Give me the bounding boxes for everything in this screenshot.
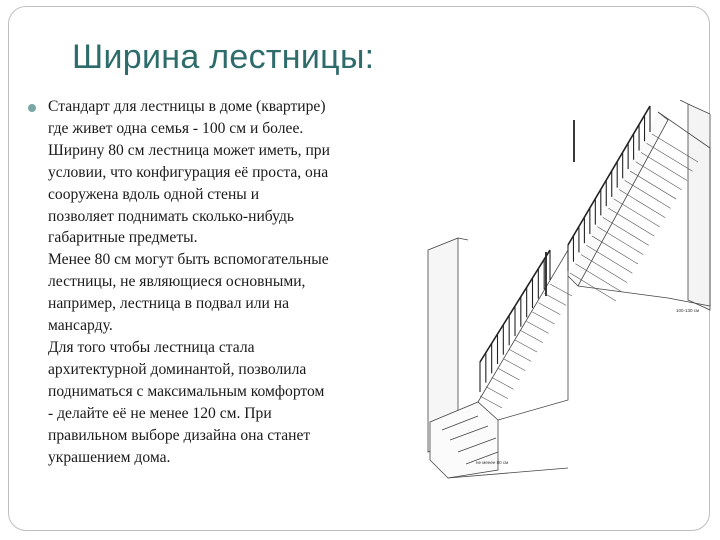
tread-line — [480, 396, 502, 408]
body-line: позволяет поднимать сколько-нибудь — [48, 207, 295, 225]
body-line: - делайте её не менее 120 см. При — [48, 404, 272, 422]
tread-line — [641, 153, 687, 181]
width-label-wide: 100-130 см — [676, 308, 700, 313]
tread-line — [527, 321, 549, 333]
tread-line — [538, 303, 560, 315]
tread-line — [586, 245, 632, 273]
tread-line — [597, 227, 643, 255]
tread-line — [515, 340, 537, 352]
tread-line — [498, 368, 520, 380]
narrow-balusters — [480, 250, 550, 392]
tread-line — [636, 162, 682, 190]
tread-line — [544, 293, 566, 305]
tread-line — [509, 349, 531, 361]
tread-line — [492, 377, 514, 389]
body-line: Ширину 80 см лестница может иметь, при — [48, 141, 330, 159]
tread-line — [550, 284, 572, 296]
body-line: архитектурной доминантой, позволила — [48, 360, 307, 378]
tread-line — [614, 199, 660, 227]
staircase-drawing — [418, 100, 714, 485]
body-line: где живет одна семья - 100 см и более. — [48, 119, 304, 137]
tread-line — [625, 180, 671, 208]
body-line: Стандарт для лестницы в доме (квартире) — [48, 98, 326, 115]
body-line: сооружена вдоль одной стены и — [48, 185, 260, 203]
tread-line — [647, 143, 693, 171]
body-line: Менее 80 см могут быть вспомогательные — [48, 251, 329, 269]
tread-line — [503, 359, 525, 371]
tread-line — [533, 312, 555, 324]
narrow-treads — [480, 284, 572, 408]
tread-line — [486, 387, 508, 399]
tread-line — [603, 217, 649, 245]
slide-title: Ширина лестницы: — [72, 38, 375, 76]
body-line: мансарду. — [48, 317, 113, 335]
body-line: например, лестница в подвал или на — [48, 295, 290, 313]
width-label-narrow: не менее 80 см — [476, 460, 509, 465]
body-line: габаритные предметы. — [48, 229, 198, 247]
body-line: подниматься с максимальным комфортом — [48, 382, 325, 400]
tread-line — [608, 208, 654, 236]
tread-line — [521, 331, 543, 343]
body-line: украшением дома. — [48, 448, 171, 466]
body-text — [48, 96, 408, 468]
bullet-marker — [28, 104, 36, 112]
tread-line — [619, 190, 665, 218]
body-line: Для того чтобы лестница стала — [48, 338, 255, 356]
body-line: лестницы, не являющиеся основными, — [48, 273, 306, 291]
body-line: условии, что конфигурация её проста, она — [48, 163, 329, 181]
tread-line — [592, 236, 638, 264]
staircase-illustration — [418, 100, 714, 485]
tread-line — [630, 171, 676, 199]
tread-line — [570, 273, 616, 301]
body-line: правильном выборе дизайна она станет — [48, 426, 311, 444]
